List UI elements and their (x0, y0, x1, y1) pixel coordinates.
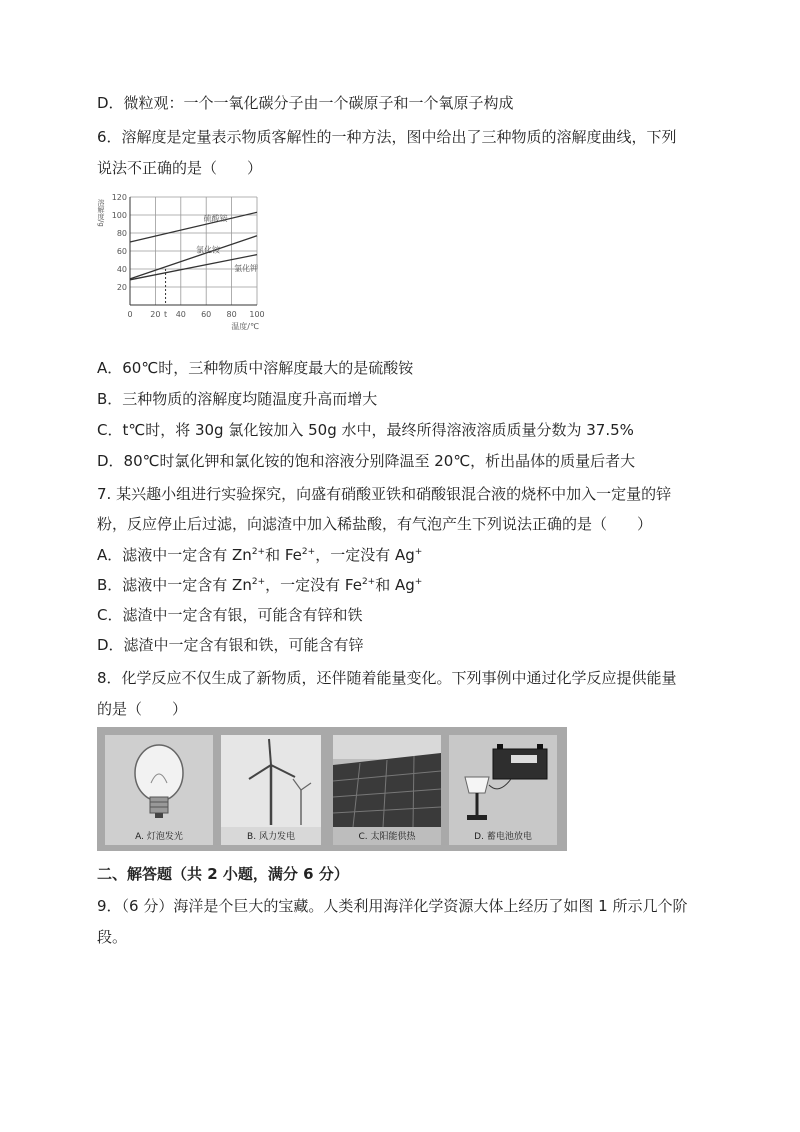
series-label-1: 氯化铵 (196, 245, 221, 255)
y-tick-label: 120 (111, 193, 127, 202)
q8-stem-line2: 的是（ ） (97, 700, 188, 718)
x-tick-label: 0 (127, 310, 133, 319)
q7b-text1: B．滤液中一定含有 Zn (97, 576, 252, 594)
q7-option-d: D．滤渣中一定含有银和铁，可能含有锌 (97, 636, 364, 654)
q7b-sup3: + (414, 577, 423, 587)
q8-stem-line1: 8．化学反应不仅生成了新物质，还伴随着能量变化。下列事例中通过化学反应提供能量 (97, 669, 677, 687)
section-2-heading: 二、解答题（共 2 小题，满分 6 分） (97, 865, 349, 883)
y-tick-label: 20 (116, 283, 127, 292)
q7a-text2: 和 Fe (265, 546, 302, 564)
battery-lamp-icon (449, 735, 557, 827)
q7a-sup3: + (414, 547, 423, 557)
y-axis-label: 溶解度/g (97, 199, 105, 227)
energy-photos (97, 727, 567, 851)
q7b-text2: ，一定没有 Fe (265, 576, 362, 594)
q7b-text3: 和 Ag (375, 576, 415, 594)
q5-option-d: D．微粒观：一个一氧化碳分子由一个碳原子和一个氧原子构成 (97, 94, 514, 112)
q6-option-a: A．60℃时，三种物质中溶解度最大的是硫酸铵 (97, 359, 414, 377)
solar-panel-icon (333, 735, 441, 827)
q6-stem-line2: 说法不正确的是（ ） (97, 159, 263, 177)
photo-d (449, 735, 557, 845)
y-tick-label: 40 (116, 265, 127, 274)
wind-turbine-icon (221, 735, 321, 827)
photo-d-caption: D. 蓄电池放电 (474, 832, 532, 842)
q9-stem-line1: 9．（6 分）海洋是个巨大的宝藏。人类利用海洋化学资源大体上经历了如图 1 所示几个阶 (97, 897, 688, 915)
x-tick-label: 100 (249, 310, 265, 319)
y-tick-label: 100 (111, 211, 127, 220)
x-tick-label: t (163, 310, 168, 319)
q7a-sup1: 2+ (251, 547, 266, 557)
chart-series (130, 212, 258, 279)
photo-a (105, 735, 213, 845)
photo-b-caption: B. 风力发电 (247, 832, 295, 842)
q7a-sup2: 2+ (301, 547, 316, 557)
photo-b (221, 735, 321, 845)
q7b-sup1: 2+ (251, 577, 266, 587)
light-bulb-icon (105, 735, 213, 827)
q6-option-d: D．80℃时氯化钾和氯化铵的饱和溶液分别降温至 20℃，析出晶体的质量后者大 (97, 452, 636, 470)
solubility-chart (97, 187, 269, 337)
q7a-text1: A．滤液中一定含有 Zn (97, 546, 252, 564)
series-line-0 (130, 212, 257, 242)
q7-stem-line2: 粉，反应停止后过滤，向滤渣中加入稀盐酸，有气泡产生下列说法正确的是（ ） (97, 515, 653, 533)
q7-option-b (97, 575, 422, 595)
q9-stem-line2: 段。 (97, 928, 128, 946)
q7-option-a (97, 545, 422, 565)
photo-a-caption: A. 灯泡发光 (135, 832, 183, 842)
x-tick-label: 80 (226, 310, 237, 319)
y-tick-label: 80 (116, 229, 127, 238)
series-label-0: 硫酸铵 (203, 213, 228, 223)
photo-c (333, 735, 441, 845)
x-axis-label: 温度/℃ (231, 322, 259, 331)
x-tick-label: 20 (150, 310, 161, 319)
q7a-text3: ，一定没有 Ag (315, 546, 415, 564)
q6-stem-line1: 6．溶解度是定量表示物质客解性的一种方法，图中给出了三种物质的溶解度曲线，下列 (97, 128, 677, 146)
x-tick-label: 60 (201, 310, 212, 319)
q6-option-c: C．t℃时，将 30g 氯化铵加入 50g 水中，最终所得溶液溶质质量分数为 37.5% (97, 421, 634, 439)
y-tick-label: 60 (116, 247, 127, 256)
x-tick-label: 40 (175, 310, 186, 319)
q7-stem-line1: 7. 某兴趣小组进行实验探究，向盛有硝酸亚铁和硝酸银混合液的烧杯中加入一定量的锌 (97, 485, 672, 503)
q7b-sup2: 2+ (361, 577, 376, 587)
series-label-2: 氯化钾 (234, 264, 259, 274)
q6-option-b: B．三种物质的溶解度均随温度升高而增大 (97, 390, 378, 408)
photo-c-caption: C. 太阳能供热 (358, 832, 416, 842)
chart-grid (130, 197, 257, 305)
q7-option-c: C．滤渣中一定含有银，可能含有锌和铁 (97, 606, 363, 624)
